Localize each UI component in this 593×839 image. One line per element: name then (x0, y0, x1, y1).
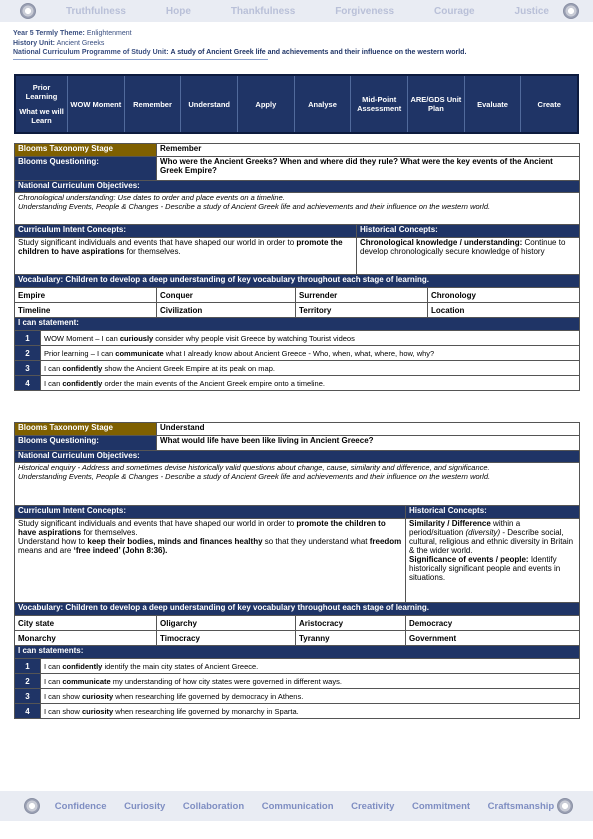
header-values-band (0, 0, 593, 22)
intent-label-cell: Curriculum Intent Concepts: (15, 506, 406, 519)
stage-label-cell: Blooms Taxonomy Stage (15, 144, 157, 157)
vocab-word: Timocracy (157, 631, 296, 646)
vocab-word: Chronology (428, 288, 580, 303)
value-word: Creativity (351, 800, 395, 812)
ican-label-cell: I can statement: (15, 318, 580, 331)
statement-number: 3 (15, 689, 41, 704)
value-word: Commitment (412, 800, 471, 812)
ican-statement (41, 704, 580, 719)
hist-text: Identify historically significant people and events in situations. (409, 555, 561, 582)
statement-text: order the main events of the Ancient Greek empire onto a timeline. (102, 378, 325, 388)
nc-value: A study of Ancient Greek life and achievements and their influence on the western world. (170, 49, 467, 56)
school-crest-icon (24, 798, 40, 814)
questioning-label-cell: Blooms Questioning: (15, 436, 157, 451)
hist-text: Continue to develop chronologically secure knowledge of history (360, 238, 566, 256)
nc-label: National Curriculum Programme of Study Unit: (13, 49, 169, 56)
statement-number: 1 (15, 659, 41, 674)
ican-statement (41, 376, 580, 391)
value-word: Thankfulness (230, 5, 296, 17)
statement-number: 1 (15, 331, 41, 346)
hist-text: within a period/situation (409, 519, 521, 537)
vocab-word: Oligarchy (157, 616, 296, 631)
hist-concepts-cell (406, 519, 580, 603)
statement-bold: confidently (62, 378, 103, 388)
vocab-word: Conquer (157, 288, 296, 303)
value-word: Truthfulness (65, 5, 126, 17)
intent-text: for themselves. (81, 528, 138, 537)
value-word: Craftsmanship (487, 800, 555, 812)
questioning-label-cell: Blooms Questioning: (15, 157, 157, 181)
stage-label: Prior Learning (25, 83, 58, 101)
stage-cell: ARE/GDS Unit Plan (408, 76, 465, 132)
ican-statement (41, 689, 580, 704)
value-word: Confidence (54, 800, 107, 812)
intent-bold: promote the children to have aspirations (18, 519, 386, 537)
stage-cell: Analyse (295, 76, 352, 132)
statement-bold: curiosity (81, 691, 114, 701)
statement-text: what I already know about Ancient Greece - Who, when, what, where, how, why? (163, 348, 435, 358)
statement-text: show the Ancient Greek Empire at its peak on map. (102, 363, 275, 373)
nc-objectives-label: National Curriculum Objectives: (15, 181, 580, 193)
value-word: Forgiveness (335, 5, 395, 17)
remember-stage-table (14, 143, 580, 391)
unit-label: History Unit: (13, 39, 55, 47)
intent-bold: freedom (369, 537, 402, 546)
intent-bold: keep their bodies, minds and finances healthy (87, 537, 263, 546)
ican-statement (41, 674, 580, 689)
statement-text: I can (44, 378, 63, 388)
vocab-word: Timeline (15, 303, 157, 318)
vocab-word: Surrender (296, 288, 428, 303)
vocab-word: Democracy (406, 616, 580, 631)
value-word: Justice (514, 5, 549, 17)
hist-italic: (diversity) (465, 528, 501, 537)
questioning-value-cell: What would life have been like living in Ancient Greece? (157, 436, 580, 451)
intent-text: Study significant individuals and events that have shaped our world in order to (18, 238, 297, 247)
school-crest-icon (563, 3, 579, 19)
intent-cell (15, 238, 357, 275)
vocab-label-cell: Vocabulary: Children to develop a deep understanding of key vocabulary throughout each stage of learning. (15, 275, 580, 288)
stage-cell: Evaluate (465, 76, 522, 132)
statement-number: 2 (15, 674, 41, 689)
statement-number: 4 (15, 704, 41, 719)
hist-bold: Chronological knowledge / understanding: (360, 238, 523, 247)
statement-text: I can (44, 661, 63, 671)
statement-number: 4 (15, 376, 41, 391)
vocab-word: Government (406, 631, 580, 646)
nc-objectives-cell (15, 463, 580, 506)
statement-text: when researching life governed by democracy in Athens. (113, 691, 304, 701)
intent-text: Understand how to (18, 537, 88, 546)
statement-number: 2 (15, 346, 41, 361)
stage-label-cell: Blooms Taxonomy Stage (15, 423, 157, 436)
statement-text: I can (44, 363, 63, 373)
stage-value-cell: Remember (157, 144, 580, 157)
nc-objective-line: Understanding Events, People & Changes - Describe a study of Ancient Greek life and achievements and their influence on the western world. (18, 202, 491, 211)
theme-label: Year 5 Termly Theme: (13, 30, 85, 37)
statement-text: my understanding of how city states were governed in different ways. (110, 676, 342, 686)
questioning-value-cell: Who were the Ancient Greeks? When and where did they rule? What were the key events of the Ancient Greek Empire? (157, 157, 580, 181)
statement-text: when researching life governed by monarchy in Sparta. (113, 706, 299, 716)
statement-text: WOW Moment – I can (44, 333, 120, 343)
nc-objectives-label: National Curriculum Objectives: (15, 451, 580, 463)
statement-bold: communicate (115, 348, 164, 358)
statement-text: identify the main city states of Ancient Greece. (102, 661, 259, 671)
statement-number: 3 (15, 361, 41, 376)
vocab-word: Aristocracy (296, 616, 406, 631)
school-crest-icon (20, 3, 36, 19)
vocab-word: Civilization (157, 303, 296, 318)
vocab-label-cell: Vocabulary: Children to develop a deep understanding of key vocabulary throughout each stage of learning. (15, 603, 580, 616)
stage-cell: Mid-Point Assessment (351, 76, 408, 132)
statement-bold: confidently (62, 363, 103, 373)
value-word: Curiosity (124, 800, 166, 812)
statement-bold: curiosity (81, 706, 114, 716)
stage-cell: Create (537, 99, 561, 109)
stage-cell: Remember (125, 76, 182, 132)
statement-bold: confidently (62, 661, 103, 671)
hist-text: - Describe social, cultural, religious and ethnic diversity in Britain & the wider world. (409, 528, 574, 555)
vocab-word: Monarchy (15, 631, 157, 646)
statement-bold: curiously (119, 333, 154, 343)
vocab-word: Tyranny (296, 631, 406, 646)
stage-cell: WOW Moment (68, 76, 125, 132)
unit-info (13, 29, 466, 60)
hist-bold: Similarity / Difference (409, 519, 491, 528)
ican-statement (41, 361, 580, 376)
hist-bold: Significance of events / people: (409, 555, 529, 564)
statement-text: I can show (44, 691, 82, 701)
value-word: Communication (261, 800, 334, 812)
stage-label: What we will Learn (19, 107, 64, 125)
ican-statement (41, 331, 580, 346)
vocab-word: Empire (15, 288, 157, 303)
nc-objective-line: Historical enquiry - Address and sometimes devise historically valid questions about change, cause, similarity and difference, and significance. (18, 463, 490, 472)
intent-text: so that they understand what (262, 537, 370, 546)
intent-label-cell: Curriculum Intent Concepts: (15, 225, 357, 238)
nc-objectives-cell (15, 193, 580, 225)
statement-text: I can (44, 676, 63, 686)
nc-objective-line: Chronological understanding: Use dates to order and place events on a timeline. (18, 193, 285, 202)
ican-label-cell: I can statements: (15, 646, 580, 659)
understand-stage-table (14, 422, 580, 719)
ican-statement (41, 659, 580, 674)
intent-text: Study significant individuals and events that have shaped our world in order to (18, 519, 297, 528)
stage-cell: Apply (238, 76, 295, 132)
stage-cell: Understand (181, 76, 238, 132)
statement-text: I can show (44, 706, 82, 716)
hist-concepts-label-cell: Historical Concepts: (357, 225, 580, 238)
value-word: Hope (165, 5, 191, 17)
intent-bold: promote the children to have aspirations (18, 238, 343, 256)
vocab-word: Location (428, 303, 580, 318)
stage-value-cell: Understand (157, 423, 580, 436)
divider (13, 58, 268, 60)
intent-bold: ‘free indeed’ (John 8:36). (73, 546, 168, 555)
footer-values-band (0, 791, 593, 821)
ican-statement (41, 346, 580, 361)
value-word: Collaboration (182, 800, 245, 812)
intent-text: means and are (18, 546, 74, 555)
vocab-word: Territory (296, 303, 428, 318)
school-crest-icon (557, 798, 573, 814)
vocab-word: City state (15, 616, 157, 631)
hist-concepts-label-cell: Historical Concepts: (406, 506, 580, 519)
value-word: Courage (434, 5, 475, 17)
statement-text: consider why people visit Greece by watching Tourist videos (153, 333, 355, 343)
hist-concepts-cell (357, 238, 580, 275)
statement-bold: communicate (62, 676, 111, 686)
theme-value: Enlightenment (86, 30, 132, 37)
statement-text: Prior learning – I can (44, 348, 116, 358)
intent-text: for themselves. (124, 247, 181, 256)
learning-stages-bar (14, 74, 579, 134)
nc-objective-line: Understanding Events, People & Changes - Describe a study of Ancient Greek life and achievements and their influence on the western world. (18, 472, 491, 481)
stage-prior-learning (16, 76, 68, 132)
intent-cell (15, 519, 406, 603)
unit-value: Ancient Greeks (56, 39, 105, 47)
